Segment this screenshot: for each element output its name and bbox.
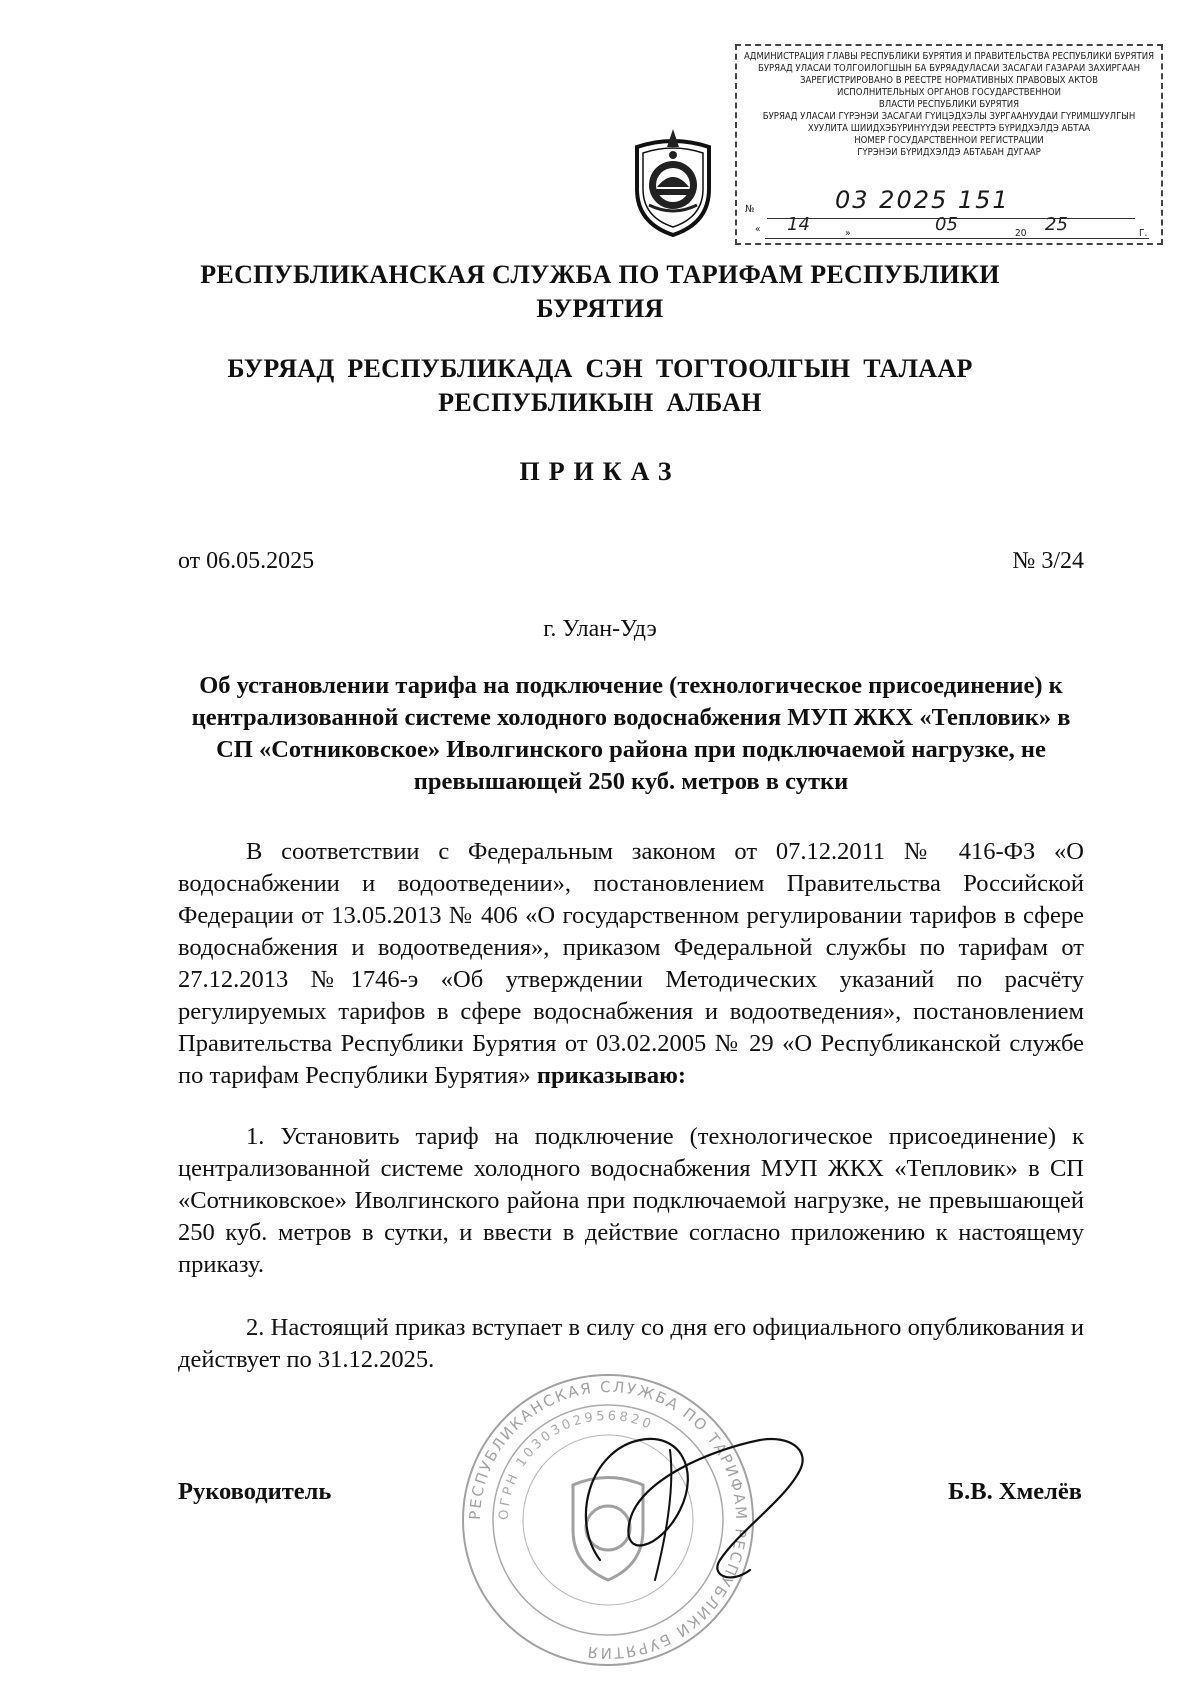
stamp-line: АДМИНИСТРАЦИЯ ГЛАВЫ РЕСПУБЛИКИ БУРЯТИЯ И ПРАВИТЕЛЬСТВА РЕСПУБЛИКИ БУРЯТИЯ bbox=[743, 51, 1155, 62]
registration-year: 25 bbox=[1045, 214, 1068, 235]
year-unit: Г. bbox=[1139, 228, 1148, 239]
preamble-paragraph bbox=[178, 836, 1084, 1092]
registration-month: 05 bbox=[935, 214, 958, 235]
order-title: Об установлении тарифа на подключение (технологическое присоединение) к централизованной системе холодного водоснабжения МУП ЖКХ «Тепловик» в СП «Сотниковское» Иволгинского района при подключаемой нагрузке, не превышающей 250 куб. метров в сутки bbox=[191, 672, 1071, 795]
stamp-line: БУРЯАД УЛАСАЙ ГҮРЭНЭЙ ЗАСАГАЙ ГҮЙЦЭДХЭЛЫ ЗУРГААНУУДАЙ ГҮРИМШУУЛГЫН bbox=[762, 111, 1136, 122]
date-open-quote: « bbox=[755, 224, 761, 235]
date-close-quote: » bbox=[845, 228, 851, 239]
order-date: от 06.05.2025 bbox=[178, 548, 315, 574]
handwritten-signature bbox=[560, 1410, 820, 1610]
registration-number: 03 2025 151 bbox=[835, 186, 1010, 214]
stamp-line: БУРЯАД УЛАСАЙ ТОЛГОЙЛОГШЫН БА БУРЯАДУЛАСАЙ ЗАСАГАЙ ГАЗАРАЙ ЗАХИРГААН bbox=[757, 63, 1141, 74]
signatory-title: Руководитель bbox=[178, 1478, 332, 1505]
stamp-line: ГҮРЭНЭЙ БҮРИДХЭЛДЭ АБТАБАН ДУГААР bbox=[857, 147, 1041, 158]
signatory-name: Б.В. Хмелёв bbox=[947, 1478, 1082, 1505]
stamp-line: ВЛАСТИ РЕСПУБЛИКИ БУРЯТИЯ bbox=[878, 99, 1020, 110]
clause-1: 1. Установить тариф на подключение (технологическое присоединение) к централизованной системе холодного водоснабжения МУП ЖКХ «Тепловик» в СП «Сотниковское» Иволгинского района при подключаемой нагрузке, не превышающей 250 куб. метров в сутки, и ввести в действие согласно приложению к настоящему приказу. bbox=[178, 1123, 1084, 1278]
document-type: ПРИКАЗ bbox=[519, 457, 681, 486]
number-label: № bbox=[745, 204, 755, 215]
stamp-line: ИСПОЛНИТЕЛЬНЫХ ОРГАНОВ ГОСУДАРСТВЕННОЙ bbox=[836, 87, 1062, 98]
date-underline bbox=[765, 238, 1149, 239]
registration-day: 14 bbox=[787, 214, 810, 235]
clause-2: 2. Настоящий приказ вступает в силу со дня его официального опубликования и действует по 31.12.2025. bbox=[178, 1314, 1084, 1373]
registration-stamp bbox=[735, 44, 1163, 245]
stamp-line: ЗАРЕГИСТРИРОВАНО В РЕЕСТРЕ НОРМАТИВНЫХ ПРАВОВЫХ АКТОВ bbox=[800, 75, 1098, 86]
stamp-line: ХУУЛИТА ШИИДХЭБҮРИНҮҮДЭЙ РЕЕСТРТЭ БҮРИДХЭЛДЭ АБТАА bbox=[807, 123, 1091, 134]
organization-name-russian: РЕСПУБЛИКАНСКАЯ СЛУЖБА ПО ТАРИФАМ РЕСПУБЛИКИ БУРЯТИЯ bbox=[200, 260, 1000, 323]
seal-inner-text: ОГРН 1030302956820 bbox=[496, 1408, 656, 1521]
stamp-line: НОМЕР ГОСУДАРСТВЕННОЙ РЕГИСТРАЦИИ bbox=[854, 135, 1044, 146]
order-number: № 3/24 bbox=[1012, 548, 1084, 574]
coat-of-arms-emblem bbox=[627, 127, 719, 239]
registration-date-row bbox=[745, 214, 1155, 242]
preamble-text: В соответствии с Федеральным законом от 07.12.2011 № 416-ФЗ «О водоснабжении и водоотведении», постановлением Правительства Российской Федерации от 13.05.2013 № 406 «О государственном регулировании тарифов в сфере водоснабжения и водоотведения», приказом Федеральной службы по тарифам от 27.12.2013 №1746-э «Об утверждении Методических указаний по расчёту регулируемых тарифов в сфере водоснабжения и водоотведения», постановлением Правительства Республики Бурятия от 03.02.2005 № 29 «О Республиканской службе по тарифам Республики Бурятия» bbox=[178, 838, 1084, 1089]
city: г. Улан-Удэ bbox=[543, 616, 657, 642]
year-prefix: 20 bbox=[1015, 228, 1027, 239]
organization-name-buryat: БУРЯАД РЕСПУБЛИКАДА СЭН ТОГТООЛГЫН ТАЛААР РЕСПУБЛИКЫН АЛБАН bbox=[227, 354, 973, 417]
preamble-directive: приказываю: bbox=[536, 1062, 687, 1089]
seal-outer-text: РЕСПУБЛИКАНСКАЯ СЛУЖБА ПО ТАРИФАМ РЕСПУБЛИКИ БУРЯТИЯ bbox=[465, 1377, 751, 1663]
